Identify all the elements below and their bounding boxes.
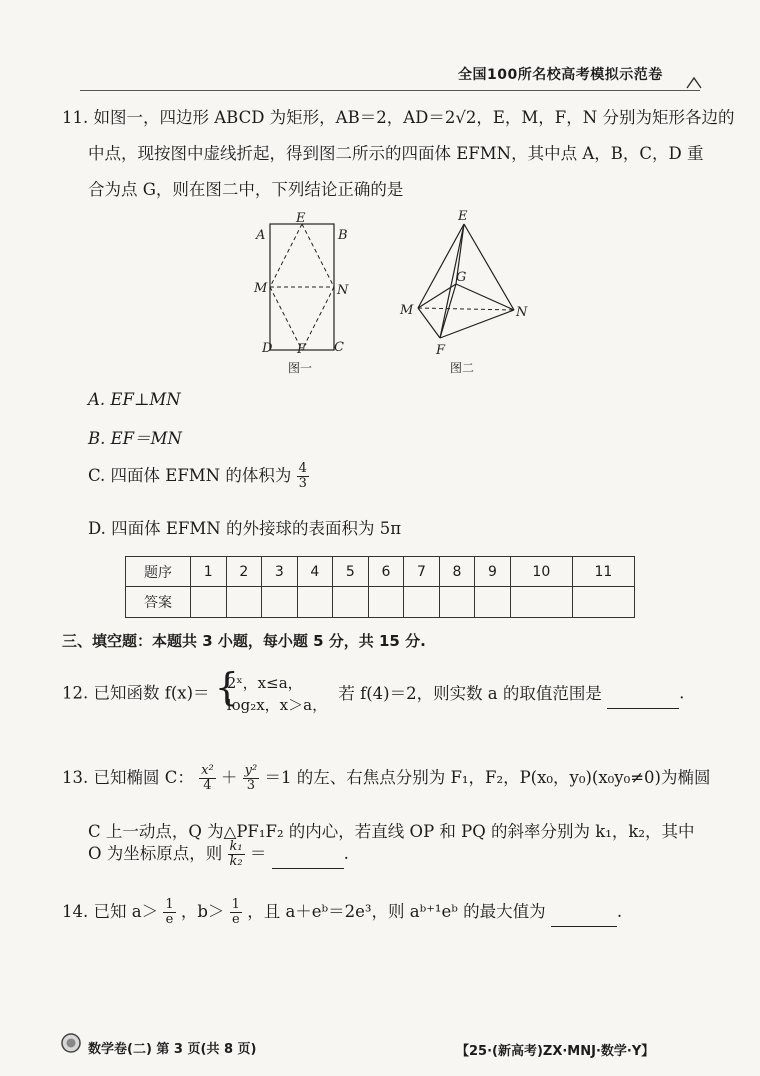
q12-suffix: 若 f(4)＝2，则实数 a 的取值范围是 <box>338 683 602 703</box>
q11-option-c-numerator: 4 <box>298 461 307 477</box>
q11-option-c-denominator: 3 <box>298 476 307 491</box>
fig2-label-f: F <box>436 343 446 358</box>
q11-option-a: A. EF⊥MN <box>88 390 181 409</box>
q13-prefix: 13. 已知椭圆 C： <box>62 768 194 787</box>
q13-k-fraction <box>228 840 245 868</box>
answer-cell[interactable] <box>191 587 227 618</box>
header-title: 全国100所名校高考模拟示范卷 <box>458 67 663 83</box>
q13-line2: C 上一动点，Q 为△PF₁F₂ 的内心，若直线 OP 和 PQ 的斜率分别为 k₁，k₂，其中 <box>88 822 695 841</box>
answer-table-num: 3 <box>262 557 298 587</box>
answer-table-num: 4 <box>297 557 333 587</box>
q13-rest: ＝1 的左、右焦点分别为 F₁，F₂，P(x₀，y₀)(x₀y₀≠0)为椭圆 <box>264 768 711 787</box>
q11-option-d: D. 四面体 EFMN 的外接球的表面积为 5π <box>88 519 402 538</box>
q14-mid: ，b＞ <box>180 902 225 921</box>
fig1-label-e: E <box>296 212 306 226</box>
q13-fraction-x-den: 4 <box>203 778 212 793</box>
answer-cell[interactable] <box>572 587 634 618</box>
q11-line1: 11. 如图一，四边形 ABCD 为矩形，AB＝2，AD＝2√2，E，M，F，N 分别为矩形各边的 <box>62 108 735 127</box>
footer-seal-icon <box>60 1032 82 1054</box>
answer-table-header-label: 题序 <box>126 557 191 587</box>
fig2-label-n: N <box>516 305 528 320</box>
q11-option-b: B. EF＝MN <box>88 429 182 448</box>
answer-table-num: 11 <box>572 557 634 587</box>
q14-fraction-a-num: 1 <box>165 897 174 913</box>
q14-end: . <box>616 902 623 921</box>
q13-line3-prefix: O 为坐标原点，则 <box>88 844 223 863</box>
fig2-label-g: G <box>456 270 467 285</box>
footer-page-info: 数学卷(二) 第 3 页(共 8 页) <box>88 1042 257 1057</box>
answer-table-answer-row <box>126 587 635 618</box>
fig2-label-m: M <box>400 303 414 318</box>
q13-plus: ＋ <box>220 768 238 787</box>
answer-table <box>125 556 635 618</box>
section-three-title: 三、填空题：本题共 3 小题，每小题 5 分，共 15 分. <box>62 632 426 650</box>
q14-fraction-a-den: e <box>165 912 174 927</box>
q12-case-2: log₂x，x＞a， <box>226 696 328 714</box>
q12-answer-blank[interactable] <box>607 680 679 709</box>
answer-table-num: 9 <box>475 557 511 587</box>
header-corner-mark <box>686 74 702 90</box>
fig2-caption: 图二 <box>450 361 475 375</box>
figure-one <box>250 212 360 382</box>
fig2-label-e: E <box>458 209 468 224</box>
header-divider <box>80 90 700 91</box>
q14-prefix: 14. 已知 a＞ <box>62 902 159 921</box>
answer-cell[interactable] <box>404 587 440 618</box>
fig1-label-f: F <box>297 342 307 357</box>
fig1-label-d: D <box>262 341 273 356</box>
q11-line3: 合为点 G，则在图二中，下列结论正确的是 <box>88 180 404 199</box>
q13-fraction-y-num: y² <box>244 763 258 779</box>
fig1-caption: 图一 <box>288 361 313 375</box>
footer-code: 【25·(新高考)ZX·MNJ·数学·Y】 <box>456 1044 655 1059</box>
q14-fraction-a <box>163 898 175 926</box>
answer-table-num: 1 <box>191 557 227 587</box>
answer-table-num: 7 <box>404 557 440 587</box>
q12 <box>62 665 685 716</box>
answer-cell[interactable] <box>439 587 475 618</box>
answer-cell[interactable] <box>475 587 511 618</box>
answer-table-num: 8 <box>439 557 475 587</box>
answer-cell[interactable] <box>297 587 333 618</box>
answer-cell[interactable] <box>226 587 262 618</box>
answer-cell[interactable] <box>510 587 572 618</box>
fig1-label-n: N <box>337 283 349 298</box>
q14-answer-blank[interactable] <box>551 898 617 927</box>
q13-line1 <box>62 764 710 793</box>
q13-k-den: k₂ <box>229 854 243 869</box>
q13-answer-blank[interactable] <box>272 840 344 869</box>
answer-table-num: 5 <box>333 557 369 587</box>
answer-cell[interactable] <box>333 587 369 618</box>
fig1-label-c: C <box>334 340 344 355</box>
q11-option-c-fraction <box>297 462 309 490</box>
q12-end: . <box>679 683 685 703</box>
answer-table-num: 6 <box>368 557 404 587</box>
q14-rest: ，且 a＋eᵇ＝2e³，则 aᵇ⁺¹eᵇ 的最大值为 <box>247 902 546 921</box>
q14-fraction-b <box>230 898 242 926</box>
fig1-label-m: M <box>254 281 268 296</box>
q13-fraction-x-num: x² <box>201 763 214 779</box>
fig1-label-b: B <box>338 228 348 243</box>
figure-two <box>396 206 536 382</box>
q11-line2: 中点，现按图中虚线折起，得到图二所示的四面体 EFMN，其中点 A，B，C，D 重 <box>88 144 704 163</box>
answer-table-num: 10 <box>510 557 572 587</box>
answer-table-num: 2 <box>226 557 262 587</box>
answer-cell[interactable] <box>262 587 298 618</box>
q13-k-num: k₁ <box>229 839 243 855</box>
q14-fraction-b-num: 1 <box>231 897 240 913</box>
fig1-label-a: A <box>256 228 266 243</box>
q13-fraction-y-den: 3 <box>246 778 256 793</box>
answer-table-answer-label: 答案 <box>126 587 191 618</box>
q13-fraction-y <box>243 764 260 792</box>
answer-table-header-row <box>126 557 635 587</box>
q13-end: . <box>343 844 349 863</box>
q13-equals: ＝ <box>249 844 267 863</box>
q14-fraction-b-den: e <box>231 912 240 927</box>
answer-cell[interactable] <box>368 587 404 618</box>
q13-fraction-x <box>199 764 216 792</box>
q12-prefix: 12. 已知函数 f(x)＝ <box>62 683 210 703</box>
q14 <box>62 898 622 927</box>
q12-case-1: 2ˣ，x≤a， <box>226 674 303 692</box>
q11-option-c <box>88 462 309 491</box>
q11-option-c-text: C. 四面体 EFMN 的体积为 <box>88 466 292 485</box>
q13-line3 <box>88 840 349 869</box>
q12-piecewise: { 2ˣ，x≤a， log₂x，x＞a， <box>214 665 328 714</box>
